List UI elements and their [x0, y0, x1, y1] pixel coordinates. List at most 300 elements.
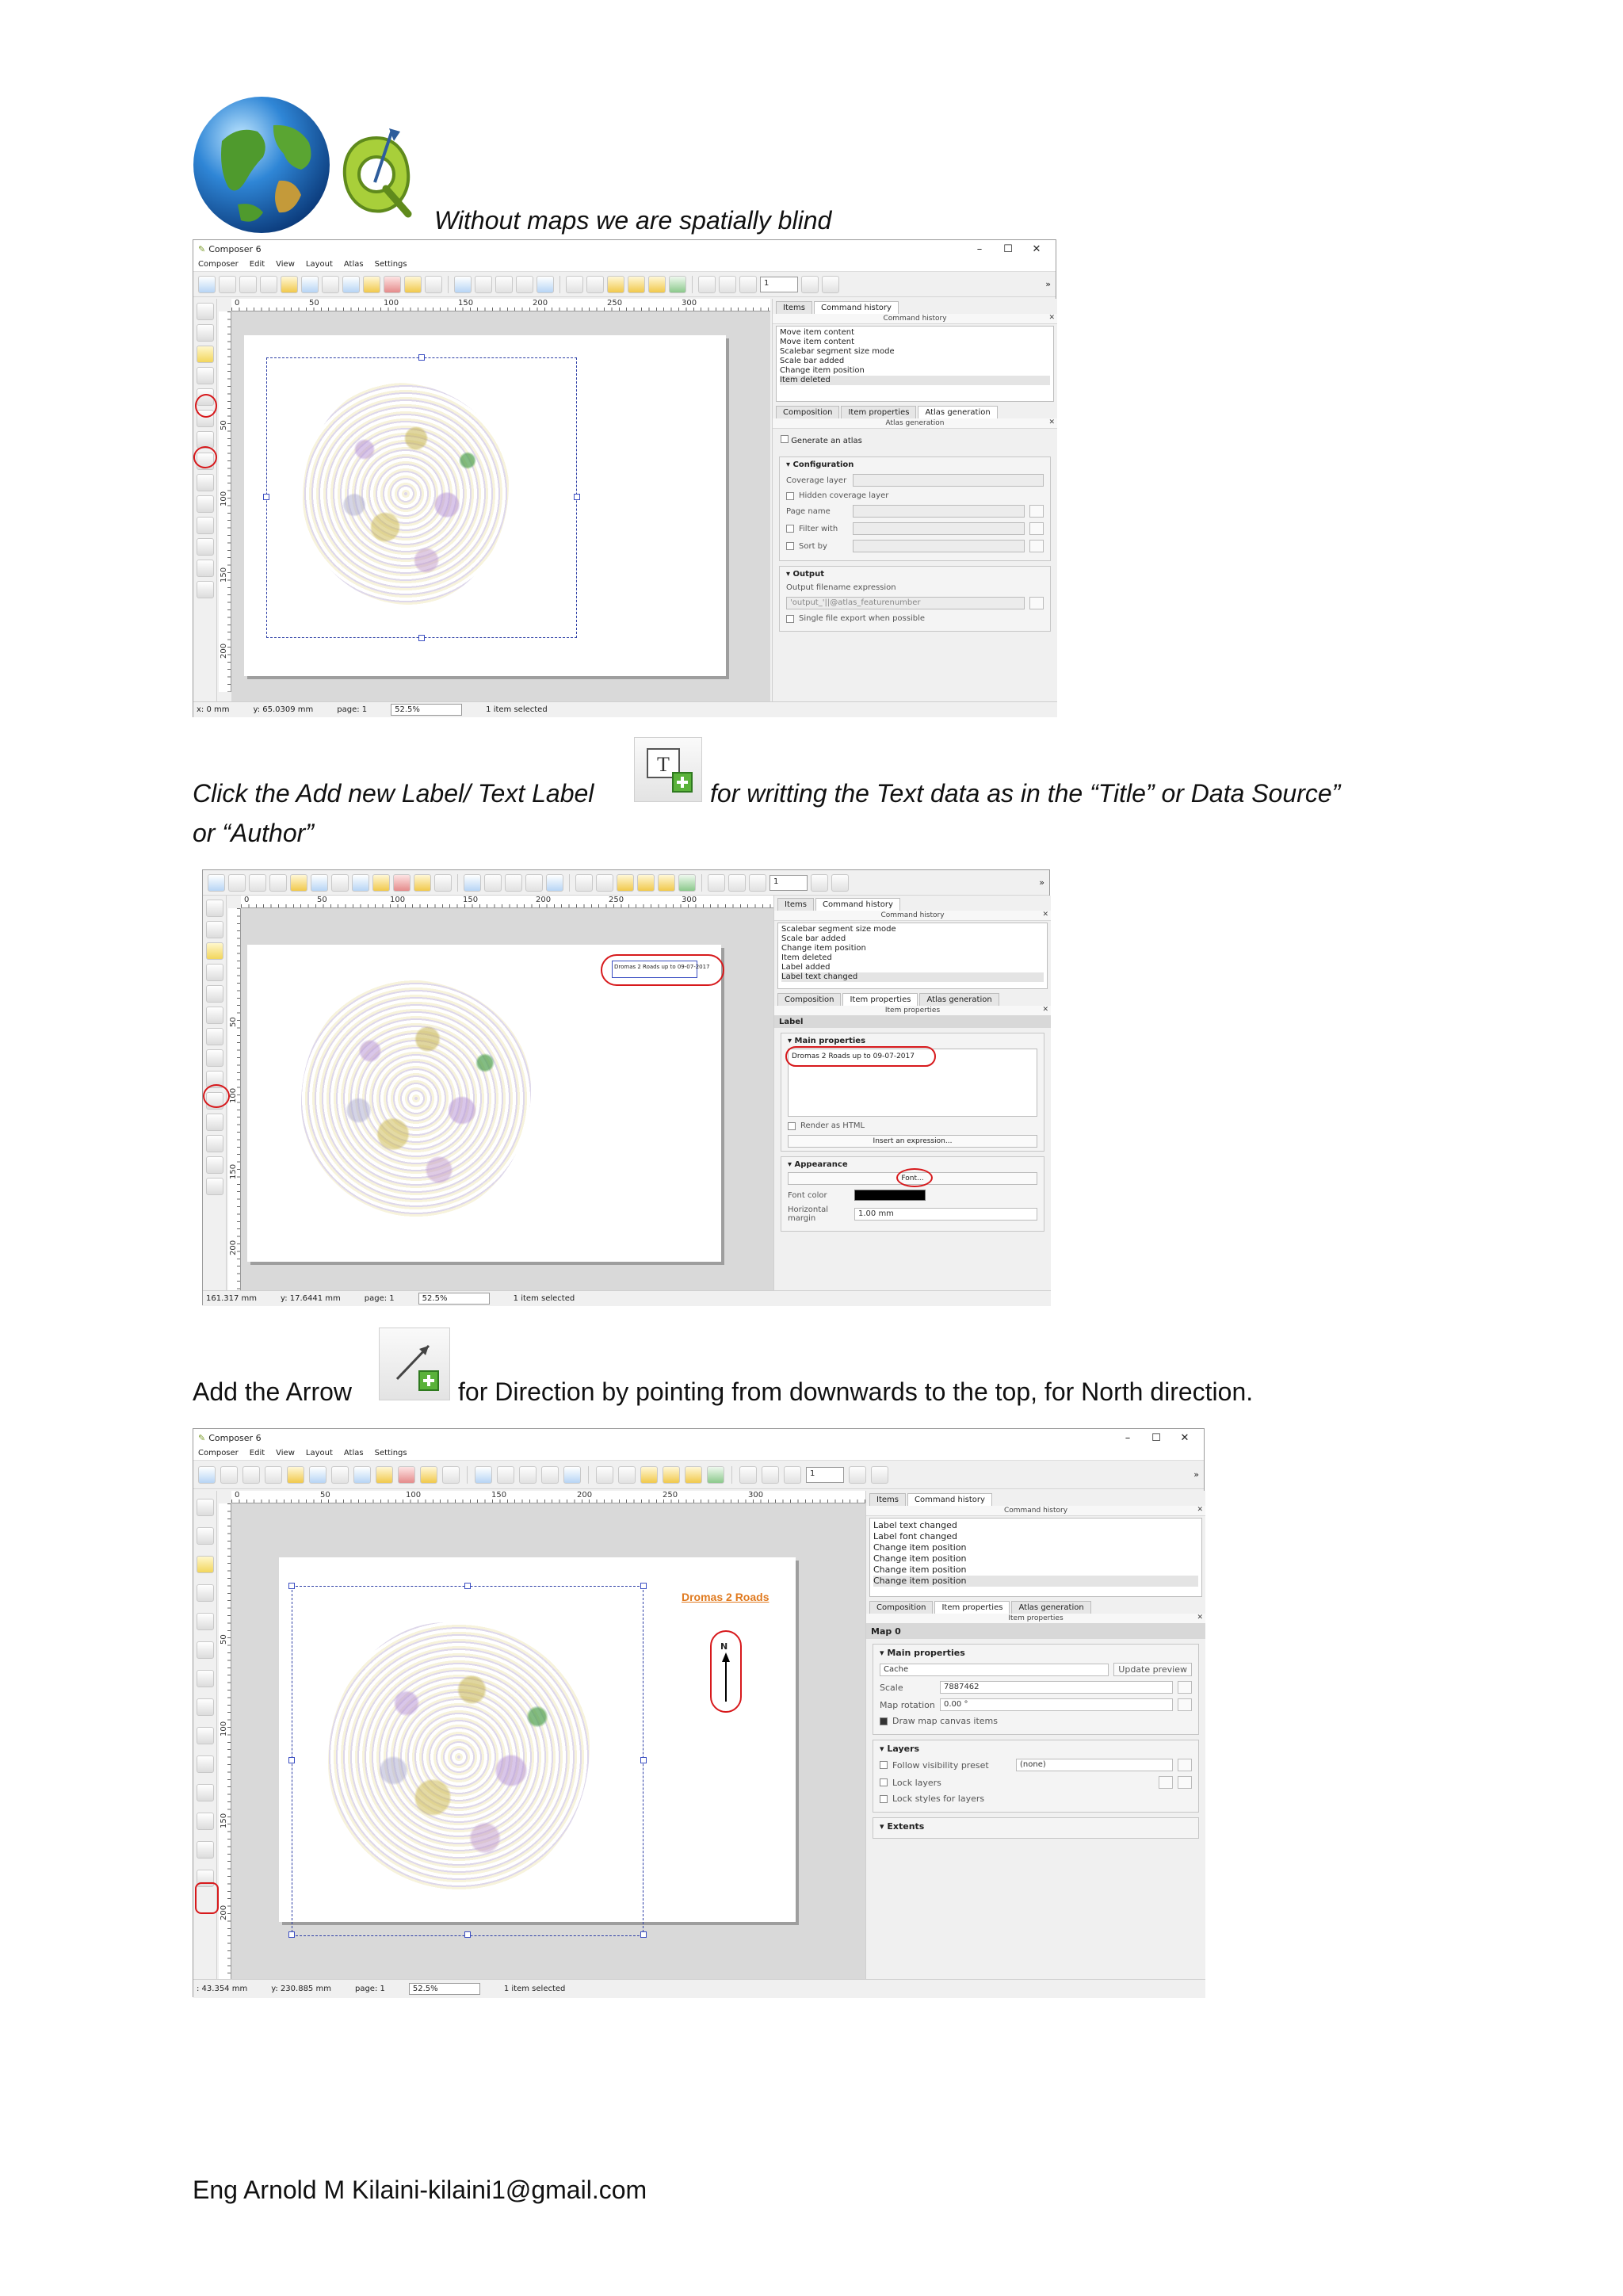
dock-tabs	[774, 896, 1051, 911]
selection-handle[interactable]	[288, 1757, 295, 1763]
print-icon[interactable]	[331, 874, 349, 892]
duplicate-composer-icon[interactable]	[249, 874, 266, 892]
selection-handle[interactable]	[288, 1583, 295, 1589]
tab-command-history[interactable]: Command history	[815, 898, 900, 911]
zoom-select[interactable]: 52.5%	[409, 1983, 480, 1995]
last-feature-icon[interactable]	[831, 874, 849, 892]
prev-feature-icon[interactable]	[784, 1466, 801, 1484]
add-table-icon[interactable]	[197, 581, 214, 598]
ruler-label: 200	[229, 1240, 238, 1255]
minimize-button[interactable]: –	[976, 243, 983, 255]
status-x: 161.317 mm	[206, 1294, 258, 1303]
filter-field[interactable]	[853, 522, 1025, 535]
ruler-label: 150	[463, 896, 479, 904]
zoom-select[interactable]: 52.5%	[391, 704, 462, 716]
window-title: Composer 6	[208, 243, 262, 254]
zoom-select[interactable]: 52.5%	[418, 1293, 490, 1305]
prev-feature-icon[interactable]	[749, 874, 766, 892]
undo-icon[interactable]	[404, 276, 422, 293]
draw-canvas-checkbox[interactable]	[880, 1717, 888, 1725]
list-item[interactable]: Item deleted	[781, 953, 832, 962]
filter-checkbox[interactable]	[786, 525, 794, 533]
atlas-page-input[interactable]: 1	[760, 277, 798, 292]
export-pdf-icon[interactable]	[384, 276, 401, 293]
list-item[interactable]: Label text changed	[781, 972, 1044, 982]
lock-layers-checkbox[interactable]	[880, 1778, 888, 1786]
close-icon[interactable]: ✕	[1048, 314, 1055, 322]
first-feature-icon[interactable]	[719, 276, 736, 293]
vertical-ruler	[219, 1503, 231, 1979]
more-tools-icon[interactable]: »	[1039, 877, 1044, 888]
list-item[interactable]: Scalebar segment size mode	[780, 347, 895, 356]
ruler-label: 100	[406, 1491, 422, 1499]
collapse-icon[interactable]: ▾	[788, 1037, 795, 1045]
lock-styles-label: Lock styles for layers	[892, 1794, 985, 1804]
layer-preset-button[interactable]	[1159, 1776, 1173, 1789]
unlock-icon[interactable]	[637, 874, 655, 892]
coverage-layer-select[interactable]	[853, 474, 1044, 487]
selection-handle[interactable]	[464, 1931, 471, 1938]
list-item[interactable]: Change item position	[873, 1564, 967, 1575]
menu-edit[interactable]: Edit	[249, 260, 265, 269]
menu-atlas[interactable]: Atlas	[343, 1449, 364, 1457]
undo-icon[interactable]	[420, 1466, 437, 1484]
ruler-label: 50	[229, 1017, 238, 1027]
redo-icon[interactable]	[442, 1466, 460, 1484]
print-icon[interactable]	[331, 1466, 349, 1484]
export-svg-icon[interactable]	[376, 1466, 393, 1484]
save-template-icon[interactable]	[311, 874, 328, 892]
close-icon[interactable]: ✕	[1197, 1614, 1203, 1622]
add-node-item-icon[interactable]	[197, 1813, 214, 1830]
annotation-circle	[601, 954, 724, 986]
move-content-icon[interactable]	[197, 1584, 214, 1602]
ungroup-icon[interactable]	[586, 276, 604, 293]
zoom-out-icon[interactable]	[541, 1466, 559, 1484]
zoom-full-icon[interactable]	[475, 1466, 492, 1484]
collapse-icon[interactable]: ▾	[786, 460, 793, 469]
output-group	[779, 566, 1051, 632]
list-item[interactable]: Change item position	[873, 1553, 967, 1564]
menu-settings[interactable]: Settings	[374, 260, 407, 269]
composer-manager-icon[interactable]	[265, 1466, 282, 1484]
add-map-icon[interactable]	[197, 1641, 214, 1659]
composer-icon: ✎	[198, 243, 206, 254]
refresh-icon[interactable]	[546, 874, 563, 892]
list-item[interactable]: Change item position	[781, 944, 866, 953]
sort-label: Sort by	[799, 541, 827, 551]
last-feature-icon[interactable]	[822, 276, 839, 293]
panel-header	[773, 418, 1057, 429]
ruler-label: 0	[235, 299, 240, 308]
zoom-out-icon[interactable]	[516, 276, 533, 293]
tab-composition[interactable]: Composition	[777, 993, 841, 1006]
list-item[interactable]: Change item position	[780, 366, 865, 375]
list-item[interactable]: Label text changed	[873, 1520, 957, 1530]
lock-icon[interactable]	[640, 1466, 658, 1484]
lock-icon[interactable]	[617, 874, 634, 892]
maximize-button[interactable]: ☐	[1151, 1431, 1161, 1444]
expression-button[interactable]	[1029, 505, 1044, 518]
select-move-icon[interactable]	[206, 942, 223, 960]
selection-handle[interactable]	[640, 1583, 647, 1589]
add-legend-icon[interactable]	[197, 474, 214, 491]
generate-atlas-checkbox[interactable]	[781, 435, 789, 443]
add-image-icon[interactable]	[197, 1670, 214, 1687]
tab-composition[interactable]: Composition	[869, 1601, 933, 1614]
list-item[interactable]: Label added	[781, 963, 831, 972]
new-composer-icon[interactable]	[220, 1466, 238, 1484]
render-html-checkbox[interactable]	[788, 1122, 796, 1130]
add-arrow-icon[interactable]	[206, 1156, 223, 1174]
export-image-icon[interactable]	[342, 276, 360, 293]
selection-handle[interactable]	[464, 1583, 471, 1589]
layers-title: Layers	[887, 1744, 920, 1754]
add-node-item-icon[interactable]	[206, 1135, 223, 1152]
selection-handle[interactable]	[263, 494, 269, 500]
list-item[interactable]: Change item position	[873, 1576, 1198, 1587]
add-arrow-icon[interactable]	[197, 560, 214, 577]
insert-expression-button[interactable]: Insert an expression...	[788, 1135, 1037, 1148]
vertical-ruler	[228, 908, 241, 1290]
next-feature-icon[interactable]	[811, 874, 828, 892]
zoom-full-icon[interactable]	[454, 276, 472, 293]
page-name-select[interactable]	[853, 505, 1025, 518]
atlas-preview-icon[interactable]	[739, 1466, 757, 1484]
ruler-label: 250	[609, 896, 624, 904]
lock-icon[interactable]	[607, 276, 624, 293]
raise-icon[interactable]	[658, 874, 675, 892]
ruler-label: 100	[384, 299, 399, 308]
collapse-icon[interactable]: ▾	[880, 1648, 888, 1658]
list-item[interactable]: Scale bar added	[781, 934, 846, 943]
tab-atlas-generation[interactable]: Atlas generation	[919, 993, 999, 1006]
add-node-item-icon[interactable]	[197, 538, 214, 556]
undo-icon[interactable]	[414, 874, 431, 892]
atlas-page-input[interactable]: 1	[806, 1467, 844, 1483]
tab-items[interactable]: Items	[869, 1493, 906, 1506]
align-icon[interactable]	[669, 276, 686, 293]
window-title: Composer 6	[208, 1432, 262, 1443]
cache-select[interactable]: Cache	[880, 1664, 1109, 1676]
next-feature-icon[interactable]	[801, 276, 819, 293]
north-arrow	[710, 1630, 742, 1713]
rotation-field[interactable]: 0.00 °	[940, 1698, 1173, 1711]
scale-field[interactable]: 7887462	[940, 1681, 1173, 1694]
zoom-out-icon[interactable]	[525, 874, 543, 892]
list-item[interactable]: Move item content	[780, 328, 855, 337]
coverage-label: Coverage layer	[786, 476, 847, 485]
expression-button[interactable]	[1029, 597, 1044, 609]
export-pdf-icon[interactable]	[393, 874, 411, 892]
right-dock-panel	[773, 896, 1051, 1290]
redo-icon[interactable]	[425, 276, 442, 293]
lock-styles-checkbox[interactable]	[880, 1795, 888, 1803]
menu-layout[interactable]: Layout	[305, 260, 333, 269]
export-image-icon[interactable]	[352, 874, 369, 892]
collapse-icon[interactable]: ▾	[880, 1744, 888, 1754]
selection-handle[interactable]	[418, 354, 425, 361]
tab-command-history[interactable]: Command history	[814, 301, 899, 314]
more-tools-icon[interactable]: »	[1193, 1469, 1199, 1480]
collapse-icon[interactable]: ▾	[788, 1160, 795, 1169]
raise-icon[interactable]	[685, 1466, 702, 1484]
list-item[interactable]: Label font changed	[873, 1531, 958, 1541]
align-icon[interactable]	[707, 1466, 724, 1484]
edit-nodes-icon[interactable]	[206, 985, 223, 1003]
ungroup-icon[interactable]	[618, 1466, 636, 1484]
refresh-icon[interactable]	[563, 1466, 581, 1484]
raise-icon[interactable]	[648, 276, 666, 293]
list-item[interactable]: Scale bar added	[780, 357, 845, 365]
next-feature-icon[interactable]	[849, 1466, 866, 1484]
move-content-icon[interactable]	[206, 964, 223, 981]
composer-window-1	[193, 239, 1056, 717]
redo-icon[interactable]	[434, 874, 452, 892]
list-item[interactable]: Move item content	[780, 338, 855, 346]
tab-composition[interactable]: Composition	[776, 406, 839, 418]
menu-settings[interactable]: Settings	[374, 1449, 407, 1457]
tab-items[interactable]: Items	[776, 301, 812, 314]
panel-header	[773, 314, 1057, 324]
add-shape-icon[interactable]	[197, 517, 214, 534]
tab-item-properties[interactable]: Item properties	[934, 1601, 1010, 1614]
tab-atlas-generation[interactable]: Atlas generation	[918, 406, 997, 418]
ruler-label: 150	[220, 567, 228, 583]
composer-manager-icon[interactable]	[269, 874, 287, 892]
atlas-preview-icon[interactable]	[698, 276, 716, 293]
select-move-icon[interactable]	[197, 1556, 214, 1573]
atlas-preview-icon[interactable]	[708, 874, 725, 892]
label-text-area[interactable]	[788, 1049, 1037, 1117]
panel-header-text: Atlas generation	[885, 419, 945, 427]
menu-layout[interactable]: Layout	[305, 1449, 333, 1457]
save-icon[interactable]	[198, 276, 216, 293]
output-expr-label: Output filename expression	[786, 583, 896, 592]
expression-button[interactable]	[1029, 522, 1044, 535]
data-defined-button[interactable]	[1178, 1759, 1192, 1771]
atlas-page-input[interactable]: 1	[769, 875, 808, 891]
panel-header-text: Command history	[1003, 1507, 1068, 1515]
main-properties-group	[781, 1033, 1044, 1152]
panel-header	[774, 911, 1051, 921]
zoom-in-icon[interactable]	[505, 874, 522, 892]
zoom-tool-icon[interactable]	[197, 324, 214, 342]
horizontal-ruler	[241, 896, 773, 908]
prev-feature-icon[interactable]	[739, 276, 757, 293]
sort-select[interactable]	[853, 540, 1025, 552]
first-feature-icon[interactable]	[728, 874, 746, 892]
font-color-swatch[interactable]	[854, 1190, 926, 1201]
add-image-icon[interactable]	[206, 1028, 223, 1045]
right-dock-panel	[772, 299, 1057, 701]
edit-nodes-icon[interactable]	[197, 1613, 214, 1630]
render-html-label: Render as HTML	[800, 1121, 865, 1130]
lock-layers-label: Lock layers	[892, 1777, 941, 1788]
tab-item-properties[interactable]: Item properties	[842, 993, 918, 1006]
duplicate-composer-icon[interactable]	[239, 276, 257, 293]
menu-edit[interactable]: Edit	[249, 1449, 265, 1457]
list-item[interactable]: Change item position	[873, 1542, 967, 1553]
tab-atlas-generation[interactable]: Atlas generation	[1011, 1601, 1090, 1614]
update-preview-button[interactable]: Update preview	[1113, 1663, 1192, 1676]
menu-composer[interactable]: Composer	[198, 260, 239, 269]
export-svg-icon[interactable]	[372, 874, 390, 892]
single-file-checkbox[interactable]	[786, 615, 794, 623]
last-feature-icon[interactable]	[871, 1466, 888, 1484]
export-pdf-icon[interactable]	[398, 1466, 415, 1484]
new-composer-icon[interactable]	[228, 874, 246, 892]
group-icon[interactable]	[596, 1466, 613, 1484]
selection-handle[interactable]	[574, 494, 580, 500]
pan-icon[interactable]	[197, 303, 214, 320]
list-item[interactable]: Scalebar segment size mode	[781, 925, 896, 934]
panel-header-text: Command history	[883, 315, 947, 323]
group-icon[interactable]	[566, 276, 583, 293]
sort-order-button[interactable]	[1029, 540, 1044, 552]
main-properties-group	[873, 1644, 1199, 1735]
ungroup-icon[interactable]	[596, 874, 613, 892]
status-selected: 1 item selected	[486, 705, 548, 714]
save-template-icon[interactable]	[301, 276, 319, 293]
zoom-actual-icon[interactable]	[484, 874, 502, 892]
add-shape-icon[interactable]	[206, 1114, 223, 1131]
section-title: Map 0	[866, 1624, 1205, 1639]
status-page: page: 1	[337, 705, 368, 714]
zoom-actual-icon[interactable]	[475, 276, 492, 293]
align-icon[interactable]	[678, 874, 696, 892]
add-scalebar-icon[interactable]	[197, 495, 214, 513]
zoom-tool-icon[interactable]	[197, 1527, 214, 1545]
main-properties-title: Main properties	[887, 1648, 965, 1658]
lower-tabs	[773, 403, 1057, 418]
add-arrow-icon[interactable]	[197, 1841, 214, 1859]
maximize-button[interactable]: ☐	[1003, 243, 1013, 255]
ruler-label: 200	[220, 1904, 228, 1920]
collapse-icon[interactable]: ▾	[786, 570, 793, 579]
save-icon[interactable]	[198, 1466, 216, 1484]
close-icon[interactable]: ✕	[1197, 1506, 1203, 1514]
status-selected: 1 item selected	[503, 1985, 566, 1993]
close-button[interactable]: ✕	[1032, 243, 1041, 255]
select-move-icon[interactable]	[197, 346, 214, 363]
open-template-icon[interactable]	[290, 874, 307, 892]
tab-items[interactable]: Items	[777, 898, 814, 911]
add-table-icon[interactable]	[206, 1178, 223, 1195]
data-defined-button[interactable]	[1178, 1698, 1192, 1711]
generate-atlas-label: Generate an atlas	[791, 437, 862, 445]
more-tools-icon[interactable]: »	[1045, 279, 1051, 289]
unlock-icon[interactable]	[628, 276, 645, 293]
tab-command-history[interactable]: Command history	[907, 1493, 992, 1506]
close-button[interactable]: ✕	[1180, 1431, 1190, 1444]
add-scalebar-icon[interactable]	[197, 1755, 214, 1773]
pan-icon[interactable]	[197, 1499, 214, 1516]
zoom-in-icon[interactable]	[495, 276, 513, 293]
zoom-tool-icon[interactable]	[206, 921, 223, 938]
minimize-button[interactable]: –	[1125, 1431, 1131, 1444]
zoom-full-icon[interactable]	[464, 874, 481, 892]
preset-select[interactable]: (none)	[1016, 1759, 1173, 1771]
move-content-icon[interactable]	[197, 367, 214, 384]
add-label-icon[interactable]	[206, 1049, 223, 1067]
data-defined-button[interactable]	[1178, 1681, 1192, 1694]
save-template-icon[interactable]	[309, 1466, 327, 1484]
close-icon[interactable]: ✕	[1042, 1006, 1048, 1014]
group-icon[interactable]	[575, 874, 593, 892]
add-map-icon[interactable]	[206, 1007, 223, 1024]
status-y: y: 65.0309 mm	[253, 705, 314, 714]
selection-handle[interactable]	[640, 1757, 647, 1763]
draw-canvas-label: Draw map canvas items	[892, 1716, 998, 1726]
export-svg-icon[interactable]	[363, 276, 380, 293]
selection-handle[interactable]	[288, 1931, 295, 1938]
duplicate-composer-icon[interactable]	[242, 1466, 260, 1484]
selection-handle[interactable]	[418, 635, 425, 641]
menu-atlas[interactable]: Atlas	[343, 260, 364, 269]
close-icon[interactable]: ✕	[1048, 418, 1055, 426]
print-icon[interactable]	[322, 276, 339, 293]
instruction-arrow-part1: Add the Arrow	[193, 1377, 352, 1406]
open-template-icon[interactable]	[287, 1466, 304, 1484]
annotation-circle	[195, 1882, 219, 1914]
hidden-coverage-checkbox[interactable]	[786, 492, 794, 500]
selection-handle[interactable]	[640, 1931, 647, 1938]
sort-checkbox[interactable]	[786, 542, 794, 550]
collapse-icon[interactable]: ▾	[880, 1821, 888, 1832]
unlock-icon[interactable]	[663, 1466, 680, 1484]
list-item[interactable]: Item deleted	[780, 376, 1050, 385]
zoom-in-icon[interactable]	[519, 1466, 537, 1484]
open-template-icon[interactable]	[281, 276, 298, 293]
menubar	[193, 1446, 1204, 1461]
ruler-label: 0	[244, 896, 250, 904]
lower-tabs	[774, 991, 1051, 1006]
label-item[interactable]: Dromas 2 Roads up to 09-07-2017	[612, 961, 697, 978]
add-shape-icon[interactable]	[197, 1784, 214, 1801]
follow-preset-checkbox[interactable]	[880, 1761, 888, 1769]
new-composer-icon[interactable]	[219, 276, 236, 293]
save-icon[interactable]	[208, 874, 225, 892]
panel-header-text: Item properties	[1008, 1614, 1064, 1622]
data-defined-button[interactable]	[1178, 1776, 1192, 1789]
status-page: page: 1	[364, 1294, 395, 1303]
menu-composer[interactable]: Composer	[198, 1449, 239, 1457]
instruction-label-part1: Click the Add new Label/ Text Label	[193, 779, 594, 808]
pan-icon[interactable]	[206, 900, 223, 917]
toolbar-separator	[569, 874, 570, 892]
composer-manager-icon[interactable]	[260, 276, 277, 293]
add-legend-icon[interactable]	[197, 1727, 214, 1744]
close-icon[interactable]: ✕	[1042, 911, 1048, 919]
add-label-icon[interactable]	[197, 1698, 214, 1716]
refresh-icon[interactable]	[537, 276, 554, 293]
output-title: Output	[792, 570, 824, 579]
hmargin-field[interactable]: 1.00 mm	[854, 1208, 1037, 1221]
toolbar-separator	[588, 1466, 589, 1484]
menu-view[interactable]: View	[276, 260, 295, 269]
follow-preset-label: Follow visibility preset	[892, 1759, 989, 1771]
zoom-actual-icon[interactable]	[497, 1466, 514, 1484]
output-expression-field[interactable]: 'output_'||@atlas_featurenumber	[786, 597, 1025, 609]
tab-item-properties[interactable]: Item properties	[841, 406, 916, 418]
first-feature-icon[interactable]	[762, 1466, 779, 1484]
menu-view[interactable]: View	[276, 1449, 295, 1457]
command-history-list	[776, 326, 1054, 402]
menubar	[193, 258, 1056, 272]
font-button[interactable]	[788, 1172, 1037, 1185]
export-image-icon[interactable]	[353, 1466, 371, 1484]
